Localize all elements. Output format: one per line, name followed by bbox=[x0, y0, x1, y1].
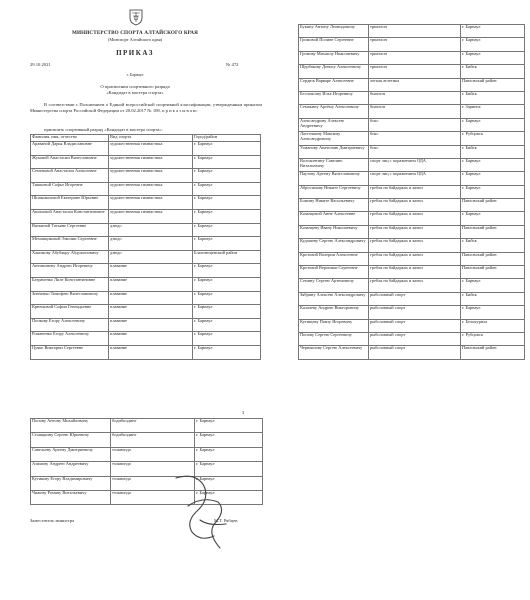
athlete-name: Савельеву Артему Дмитриевичу bbox=[31, 447, 111, 461]
athlete-name: Меховщиковой Эмилии Сергеевне bbox=[31, 237, 109, 251]
table-row bbox=[31, 209, 261, 223]
city-name: г. Барнаул bbox=[193, 277, 261, 291]
page-2 bbox=[272, 4, 526, 376]
sport-name: плавание bbox=[109, 305, 193, 319]
table-row bbox=[299, 91, 525, 104]
sport-name: триатлон bbox=[369, 65, 461, 78]
table-row bbox=[299, 65, 525, 78]
table-row bbox=[31, 250, 261, 264]
order-date: 29.10.2021 bbox=[30, 62, 51, 67]
table-row bbox=[299, 252, 525, 265]
table-row bbox=[299, 292, 525, 305]
table-row bbox=[31, 169, 261, 183]
sport-name: биатлон bbox=[369, 105, 461, 118]
sport-name: плавание bbox=[109, 332, 193, 346]
athlete-name: Александрову Алексею Андреевичу bbox=[299, 118, 369, 131]
order-number: № 472 bbox=[226, 62, 239, 67]
city-name: Павловский район bbox=[461, 78, 525, 91]
sport-name: триатлон bbox=[369, 51, 461, 64]
athlete-name: Сердюк Варваре Алексеевне bbox=[299, 78, 369, 91]
city-name: г. Барнаул bbox=[193, 305, 261, 319]
athlete-name: Паутову Артему Вячеславовичу bbox=[299, 172, 369, 185]
sport-name: бокс bbox=[369, 132, 461, 145]
sport-name: гребля на байдарках и каноэ bbox=[369, 266, 461, 279]
city-name: г. Рубцовск bbox=[461, 132, 525, 145]
athlete-name: Хакимову Абубакру Абдужоновичу bbox=[31, 250, 109, 264]
page-3 bbox=[4, 406, 266, 596]
sport-name: биатлон bbox=[369, 91, 461, 104]
athlete-name: Волоконтину Савелию Витальевичу bbox=[299, 158, 369, 171]
city-name: г. Барнаул bbox=[461, 212, 525, 225]
city-name: г. Барнаул bbox=[193, 155, 261, 169]
athlete-name: Казанцеву Ивану Николаевичу bbox=[299, 225, 369, 238]
table-row bbox=[299, 132, 525, 145]
city-name: Павловский район bbox=[461, 252, 525, 265]
city-name: г. Рубцовск bbox=[461, 332, 525, 345]
athlete-name: Тишковой Софье Игоревне bbox=[31, 182, 109, 196]
city-name: г. Бийск bbox=[461, 239, 525, 252]
city-name: г. Барнаул bbox=[461, 279, 525, 292]
athlete-name: Беспоясову Илье Игоревичу bbox=[299, 91, 369, 104]
city-name: г. Барнаул bbox=[461, 118, 525, 131]
city-name: г. Бийск bbox=[461, 91, 525, 104]
table-row bbox=[31, 291, 261, 305]
city-name: Благовещенский район bbox=[193, 250, 261, 264]
sport-name: спорт лиц с поражением ОДА bbox=[369, 172, 461, 185]
city-name: г. Барнаул bbox=[461, 38, 525, 51]
subject-line-2: «Кандидат в мастера спорта» bbox=[106, 90, 164, 95]
athlete-name: Семеновой Анастасии Алексеевне bbox=[31, 169, 109, 183]
city-name: г. Барнаул bbox=[193, 291, 261, 305]
sport-name: художественная гимнастика bbox=[109, 196, 193, 210]
city-name: Павловский район bbox=[461, 266, 525, 279]
city-name: г. Барнаул bbox=[193, 345, 261, 359]
handwritten-signature bbox=[166, 466, 236, 556]
sport-name: художественная гимнастика bbox=[109, 142, 193, 156]
document-type: ПРИКАЗ bbox=[116, 49, 154, 57]
header-city: Город/район bbox=[193, 135, 261, 142]
table-row bbox=[299, 185, 525, 198]
table-row bbox=[31, 223, 261, 237]
sport-name: художественная гимнастика bbox=[109, 182, 193, 196]
sport-name: бодибилдинг bbox=[111, 433, 195, 447]
table-row bbox=[299, 25, 525, 38]
sport-name: тхэквондо bbox=[111, 447, 195, 461]
city-name: г. Барнаул bbox=[193, 318, 261, 332]
table-row bbox=[299, 78, 525, 91]
city-name: г. Бийск bbox=[461, 65, 525, 78]
city-name: Павловский район bbox=[461, 225, 525, 238]
athlete-name: Батраченко Лиле Константиновне bbox=[31, 277, 109, 291]
sport-name: гребля на байдарках и каноэ bbox=[369, 225, 461, 238]
ministry-name: МИНИСТЕРСТВО СПОРТА АЛТАЙСКОГО КРАЯ bbox=[72, 30, 198, 36]
athlete-name: Семакину Артёму Алексеевичу bbox=[299, 105, 369, 118]
athlete-name: Стоящкину Сергею Юрьевичу bbox=[31, 433, 111, 447]
sport-name: художественная гимнастика bbox=[109, 209, 193, 223]
sport-name: гребля на байдарках и каноэ bbox=[369, 199, 461, 212]
table-row bbox=[299, 38, 525, 51]
athlete-name: Абросимову Никите Сергеевичу bbox=[299, 185, 369, 198]
city-name: г. Барнаул bbox=[461, 185, 525, 198]
city-name: г. Барнаул bbox=[195, 476, 263, 490]
table-row bbox=[299, 306, 525, 319]
city-name: г. Белокуриха bbox=[461, 319, 525, 332]
city-name: г. Барнаул bbox=[195, 462, 263, 476]
athlete-name: Азимову Андрею Андреевичу bbox=[31, 462, 111, 476]
athlete-name: Чижову Роману Витальевичу bbox=[31, 490, 111, 504]
athlete-name: Чернышову Сергею Алексеевичу bbox=[299, 346, 369, 359]
city-name: г. Барнаул bbox=[461, 172, 525, 185]
table-row bbox=[299, 158, 525, 171]
sport-name: плавание bbox=[109, 291, 193, 305]
city-name: г. Барнаул bbox=[193, 223, 261, 237]
athlete-name: Казанцевой Анне Алексеевне bbox=[299, 212, 369, 225]
athlete-name: Зинченко Тимофею Вячеславовичу bbox=[31, 291, 109, 305]
order-city: г. Барнаул bbox=[126, 72, 144, 77]
sport-name: плавание bbox=[109, 264, 193, 278]
sport-name: рыболовный спорт bbox=[369, 319, 461, 332]
city-name: г. Барнаул bbox=[193, 182, 261, 196]
table-row bbox=[31, 155, 261, 169]
table-row bbox=[31, 264, 261, 278]
order-assignment: присвоить спортивный разряд «Кандидат в мастера спорта»: bbox=[44, 127, 163, 132]
athlete-name: Громовой Полине Сергеевне bbox=[299, 38, 369, 51]
table-row bbox=[299, 172, 525, 185]
sport-name: тхэквондо bbox=[111, 476, 195, 490]
city-name: г. Барнаул bbox=[193, 196, 261, 210]
page-1 bbox=[4, 4, 266, 376]
table-row bbox=[31, 433, 263, 447]
sport-name: бодибилдинг bbox=[111, 419, 195, 433]
signer-position: Заместитель министра bbox=[30, 518, 75, 523]
table-row bbox=[31, 277, 261, 291]
table-row bbox=[299, 199, 525, 212]
sport-name: гребля на байдарках и каноэ bbox=[369, 279, 461, 292]
athlete-name: Кротовой Валерии Алексеевне bbox=[299, 252, 369, 265]
athlete-name: Антимонову Андрею Игоревичу bbox=[31, 264, 109, 278]
sport-name: гребля на байдарках и каноэ bbox=[369, 185, 461, 198]
table-row bbox=[31, 237, 261, 251]
table-header-row bbox=[31, 135, 261, 142]
table-row bbox=[31, 182, 261, 196]
header-sport: Вид спорта bbox=[109, 135, 193, 142]
athlete-name: Кутикову Егору Владимировичу bbox=[31, 476, 111, 490]
city-name: г. Барнаул bbox=[193, 264, 261, 278]
table-row bbox=[299, 145, 525, 158]
city-name: г. Заринск bbox=[461, 105, 525, 118]
city-name: г. Барнаул bbox=[461, 51, 525, 64]
city-name: г. Барнаул bbox=[193, 169, 261, 183]
header-name: Фамилия, имя, отчество bbox=[31, 135, 109, 142]
athlete-name: Букину Антону Леонидовичу bbox=[299, 25, 369, 38]
table-row bbox=[31, 332, 261, 346]
table-row bbox=[299, 266, 525, 279]
athlete-name: Калачеву Андрею Викторовичу bbox=[299, 306, 369, 319]
athlete-name: Араваной Дарья Владиславовне bbox=[31, 142, 109, 156]
sport-name: художественная гимнастика bbox=[109, 169, 193, 183]
sport-name: гребля на байдарках и каноэ bbox=[369, 252, 461, 265]
table-row bbox=[31, 305, 261, 319]
city-name: Павловский район bbox=[461, 199, 525, 212]
athletes-table-page-1 bbox=[30, 134, 261, 360]
sport-name: плавание bbox=[109, 345, 193, 359]
city-name: г. Барнаул bbox=[461, 25, 525, 38]
athlete-name: Цуяко Виктории Сергеевне bbox=[31, 345, 109, 359]
sport-name: рыболовный спорт bbox=[369, 292, 461, 305]
city-name: г. Барнаул bbox=[193, 209, 261, 223]
sport-name: рыболовный спорт bbox=[369, 332, 461, 345]
table-row bbox=[31, 419, 263, 433]
table-row bbox=[31, 196, 261, 210]
athlete-name: Вяткиной Татьяне Сергеевне bbox=[31, 223, 109, 237]
sport-name: плавание bbox=[109, 277, 193, 291]
page-number: 3 bbox=[242, 410, 245, 415]
athletes-table-page-2 bbox=[298, 24, 525, 360]
athlete-name: Попкову Егору Алексеевичу bbox=[31, 318, 109, 332]
sport-name: гребля на байдарках и каноэ bbox=[369, 212, 461, 225]
coat-of-arms-icon bbox=[128, 8, 144, 26]
city-name: г. Бийск bbox=[461, 292, 525, 305]
city-name: г. Барнаул bbox=[193, 142, 261, 156]
athlete-name: Кудашеву Сергею Александровичу bbox=[299, 239, 369, 252]
athlete-name: Щербакову Денису Алексеевичу bbox=[299, 65, 369, 78]
city-name: Павловский район bbox=[461, 346, 525, 359]
sport-name: триатлон bbox=[369, 25, 461, 38]
sport-name: дзюдо bbox=[109, 237, 193, 251]
city-name: г. Бийск bbox=[461, 145, 525, 158]
athlete-name: Семину Сергею Артемовичу bbox=[299, 279, 369, 292]
table-row bbox=[31, 142, 261, 156]
city-name: г. Барнаул bbox=[193, 237, 261, 251]
sport-name: рыболовный спорт bbox=[369, 306, 461, 319]
athlete-name: Крючковой Софии Геннадьевне bbox=[31, 305, 109, 319]
athlete-name: Кутищеву Павлу Игоревичу bbox=[299, 319, 369, 332]
table-row bbox=[299, 225, 525, 238]
table-row bbox=[299, 279, 525, 292]
athlete-name: Зябрину Алексею Александровичу bbox=[299, 292, 369, 305]
sport-name: триатлон bbox=[369, 38, 461, 51]
table-row bbox=[299, 105, 525, 118]
sport-name: художественная гимнастика bbox=[109, 155, 193, 169]
table-row bbox=[299, 239, 525, 252]
athlete-name: Жуковой Анастасии Вячеславовне bbox=[31, 155, 109, 169]
sport-name: бокс bbox=[369, 118, 461, 131]
order-preamble: В соответствии с Положением о Единой всероссийской спортивной классификации, утвержденным приказом Министерства спорта Российской Федерации от 20.02.2017 № 108, п р и к а з ы в а ю: bbox=[30, 102, 262, 114]
athlete-name: Громову Михаилу Николаевичу bbox=[299, 51, 369, 64]
city-name: г. Барнаул bbox=[461, 158, 525, 171]
subject-line-1: О присвоении спортивного разряда bbox=[100, 84, 170, 89]
sport-name: тхэквондо bbox=[111, 462, 195, 476]
sport-name: бокс bbox=[369, 145, 461, 158]
athlete-name: Ласточкину Максиму Александровичу bbox=[299, 132, 369, 145]
athlete-name: Попову Сергею Сергеевичу bbox=[299, 332, 369, 345]
city-name: г. Барнаул bbox=[195, 447, 263, 461]
athlete-name: Шпаковаловой Екатерине Юрьевне bbox=[31, 196, 109, 210]
city-name: г. Барнаул bbox=[195, 490, 263, 504]
sport-name: спорт лиц с поражением ОДА bbox=[369, 158, 461, 171]
athlete-name: Кротовой Вероники Сергеевне bbox=[299, 266, 369, 279]
table-row bbox=[31, 318, 261, 332]
athlete-name: Романенко Егору Алексеевичу bbox=[31, 332, 109, 346]
athlete-name: Ашиховой Анастасии Константиновне bbox=[31, 209, 109, 223]
table-row bbox=[31, 447, 263, 461]
athlete-name: Усманову Анатолию Дмитриевичу bbox=[299, 145, 369, 158]
sport-name: гребля на байдарках и каноэ bbox=[369, 239, 461, 252]
sport-name: плавание bbox=[109, 318, 193, 332]
table-row bbox=[31, 345, 261, 359]
athlete-name: Бомину Никите Васильевичу bbox=[299, 199, 369, 212]
athlete-name: Попову Антону Михайловичу bbox=[31, 419, 111, 433]
sport-name: легкая атлетика bbox=[369, 78, 461, 91]
table-row bbox=[299, 51, 525, 64]
signer-name: М.Т. Рябцев bbox=[214, 518, 238, 523]
table-row bbox=[299, 332, 525, 345]
table-row bbox=[299, 212, 525, 225]
city-name: г. Барнаул bbox=[195, 419, 263, 433]
ministry-short-name: (Минспорт Алтайского края) bbox=[107, 37, 163, 42]
table-row bbox=[299, 346, 525, 359]
table-row bbox=[299, 319, 525, 332]
table-row bbox=[299, 118, 525, 131]
sport-name: дзюдо bbox=[109, 250, 193, 264]
city-name: г. Барнаул bbox=[195, 433, 263, 447]
sport-name: тхэквондо bbox=[111, 490, 195, 504]
sport-name: дзюдо bbox=[109, 223, 193, 237]
sport-name: рыболовный спорт bbox=[369, 346, 461, 359]
city-name: г. Барнаул bbox=[461, 306, 525, 319]
city-name: г. Барнаул bbox=[193, 332, 261, 346]
